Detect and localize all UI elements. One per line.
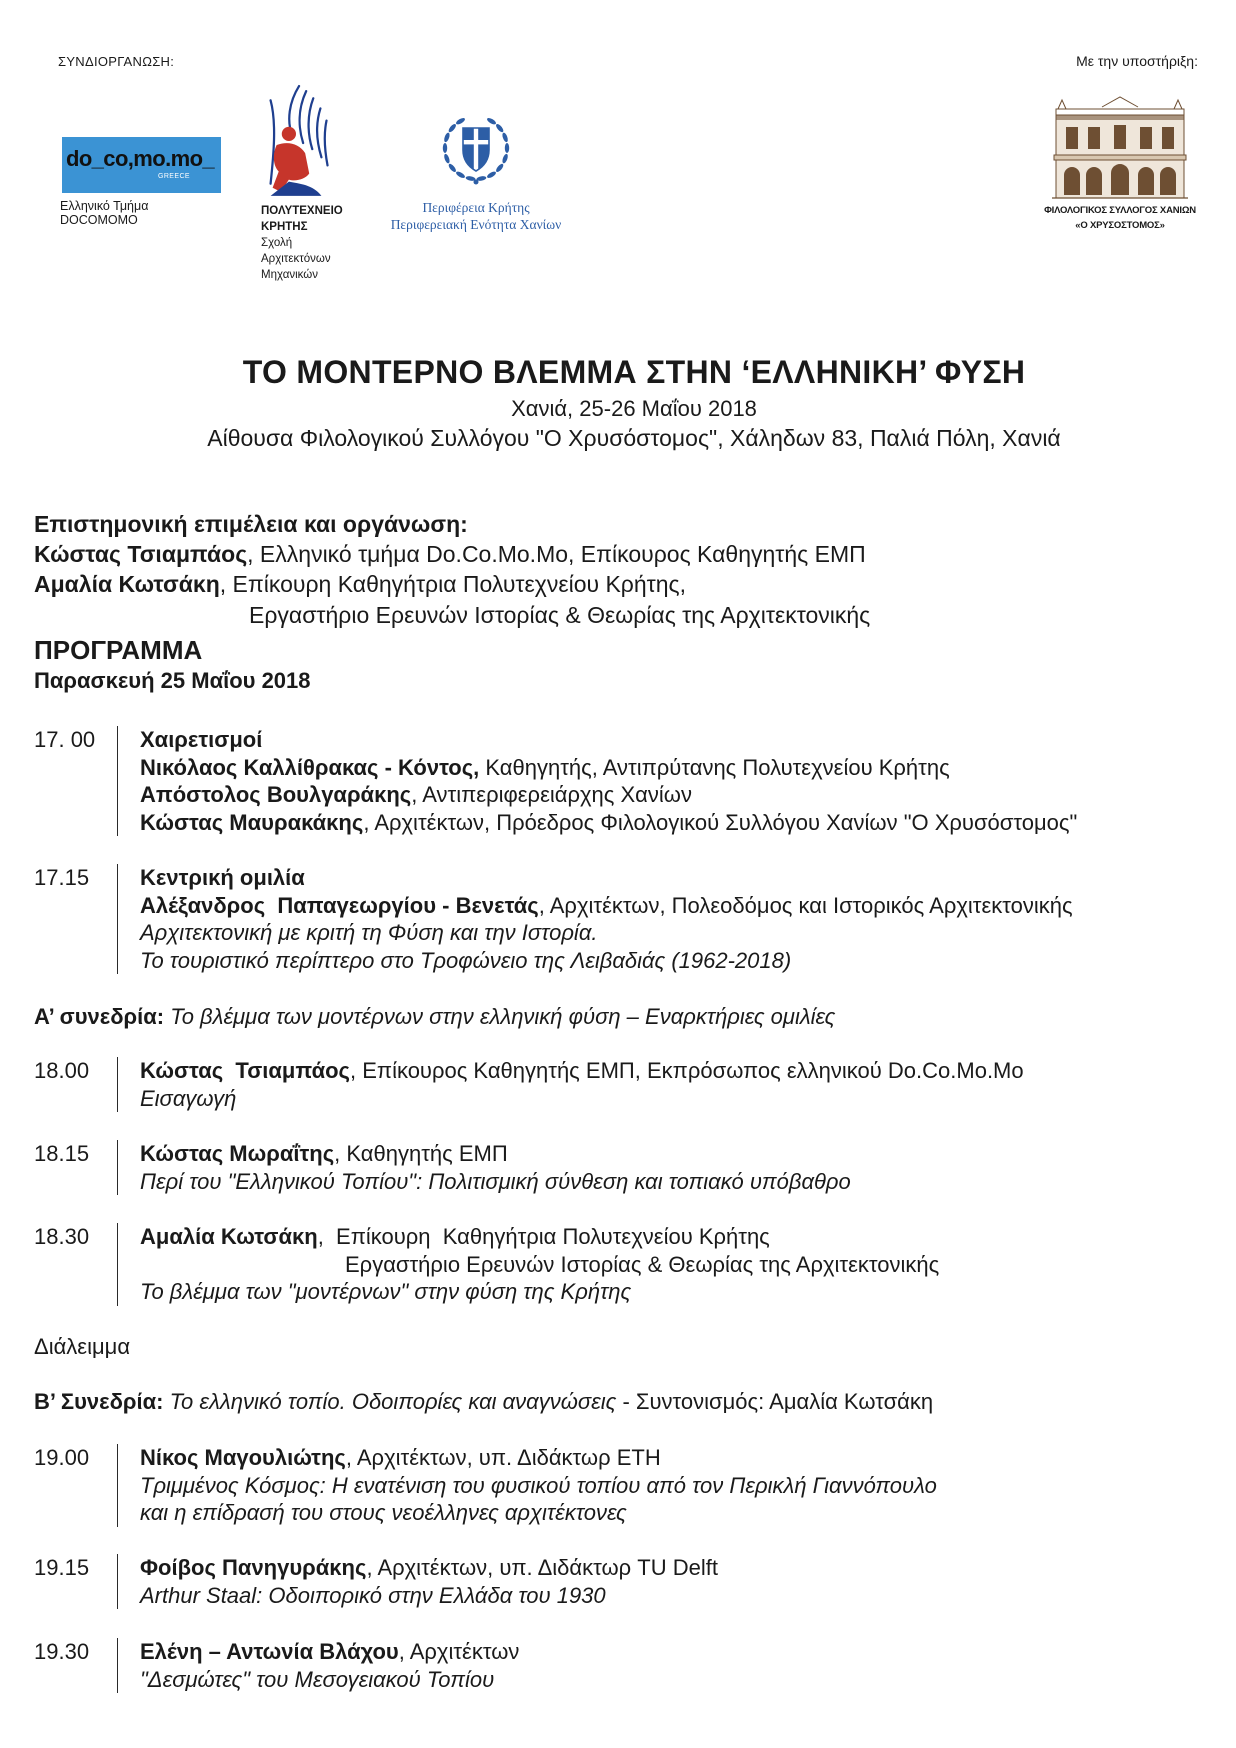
greek-state-emblem-icon [435,106,517,190]
speaker-role: , Αντιπεριφερειάρχης Χανίων [411,782,692,807]
speaker-line [140,781,1224,809]
talk-title: Το τουριστικό περίπτερο στο Τροφώνειο της Λειβαδιάς (1962-2018) [140,947,792,973]
slot-divider [117,864,118,974]
break-label: Διάλειμμα [34,1334,131,1359]
speaker-name: Κώστας Μαυρακάκης [140,809,364,835]
program-slot [34,1140,1224,1195]
talk-title: και η επίδρασή του στους νεοέλληνες αρχιτέκτονες [140,1500,627,1525]
polytechnic-caption [261,203,343,283]
speaker-role: , Αρχιτέκτων, Πρόεδρος Φιλολογικού Συλλόγου Χανίων "Ο Χρυσόστομος" [363,809,1078,835]
slot-time: 18.00 [34,1058,90,1083]
speaker-line [140,1140,1224,1168]
speaker-name: Απόστολος Βουλγαράκης [140,782,412,807]
speaker-name: Φοίβος Πανηγυράκης [140,1555,367,1580]
organizer-line [34,540,866,568]
organizer-name: Κώστας Τσιαμπάος [34,541,248,567]
talk-title: Arthur Staal: Οδοιπορικό στην Ελλάδα του 1930 [140,1582,606,1608]
organizer-name: Αμαλία Κωτσάκη [34,571,220,597]
organizer-role: , Επίκουρη Καθηγήτρια Πολυτεχνείου Κρήτης, [219,571,687,597]
speaker-line [140,1223,1224,1251]
event-title: ΤΟ ΜΟΝΤΕΡΝΟ ΒΛΕΜΜΑ ΣΤΗΝ ‘ΕΛΛΗΝΙΚΗ’ ΦΥΣΗ [242,354,1026,390]
caption-line: ΦΙΛΟΛΟΓΙΚΟΣ ΣΥΛΛΟΓΟΣ ΧΑΝΙΩΝ [1044,205,1196,216]
session-heading [34,1003,835,1031]
slot-divider [117,1554,118,1609]
session-label: Α’ συνεδρία: [34,1004,165,1029]
speaker-name: Νίκος Μαγουλιώτης [140,1445,346,1470]
program-slot [34,1223,1224,1306]
caption-line: Περιφερειακή Ενότητα Χανίων [390,217,562,232]
speaker-role: , Αρχιτέκτων, υπ. Διδάκτωρ ΕΤΗ [345,1445,661,1470]
organization-heading: Επιστημονική επιμέλεια και οργάνωση: [34,511,468,537]
slot-divider [117,1223,118,1306]
talk-title: Εισαγωγή [140,1085,237,1111]
slot-time: 17.15 [34,865,90,890]
society-caption [1030,203,1210,233]
talk-title: Το βλέμμα των "μοντέρνων" στην φύση της Κρήτης [140,1279,632,1304]
slot-time: 18.15 [34,1141,90,1166]
slot-time: 17. 00 [34,727,96,752]
program-heading: ΠΡΟΓΡΑΜΜΑ [34,635,203,665]
speaker-affiliation: Εργαστήριο Ερευνών Ιστορίας & Θεωρίας της Αρχιτεκτονικής [345,1251,940,1277]
speaker-name: Αμαλία Κωτσάκη [140,1224,318,1249]
caption-line: ΠΟΛΥΤΕΧΝΕΙΟ [261,205,343,217]
program-slot [34,726,1224,836]
program-day: Παρασκευή 25 Μαΐου 2018 [34,668,311,693]
program-slot [34,1638,1224,1693]
program-slot [34,1057,1224,1112]
docomomo-caption [60,199,148,227]
session-theme: Το βλέμμα των μοντέρνων στην ελληνική φύση – Εναρκτήριες ομιλίες [164,1004,836,1029]
speaker-role: , Καθηγητής ΕΜΠ [334,1141,508,1166]
slot-divider [117,1444,118,1527]
docomomo-country: GREECE [158,173,190,180]
speaker-role: Καθηγητής, Αντιπρύτανης Πολυτεχνείου Κρήτης [479,754,950,780]
session-heading [34,1388,933,1416]
talk-title: Περί του "Ελληνικού Τοπίου": Πολιτισμική σύνθεση και τοπιακό υπόβαθρο [140,1168,851,1194]
speaker-name: Ελένη – Αντωνία Βλάχου [140,1639,399,1664]
slot-divider [117,1057,118,1112]
slot-time: 19.30 [34,1639,90,1664]
support-label: Με την υποστήριξη: [1076,53,1198,69]
speaker-role: , Αρχιτέκτων, υπ. Διδάκτωρ TU Delft [366,1555,718,1580]
caption-line: Αρχιτεκτόνων [261,253,331,265]
event-venue: Αίθουσα Φιλολογικού Συλλόγου "Ο Χρυσόστομος", Χάληδων 83, Παλιά Πόλη, Χανιά [207,425,1061,451]
caption-line: DOCOMOMO [60,213,138,227]
caption-line: Περιφέρεια Κρήτης [422,200,530,215]
slot-divider [117,1140,118,1195]
slot-title: Κεντρική ομιλία [140,865,305,890]
coorganization-label: ΣΥΝΔΙΟΡΓΑΝΩΣΗ: [58,54,175,69]
organizer-affiliation: Εργαστήριο Ερευνών Ιστορίας & Θεωρίας της Αρχιτεκτονικής [249,602,871,628]
speaker-line [140,892,1224,920]
docomomo-wordmark: do_co,mo.mo_ [66,146,215,171]
speaker-role: , Αρχιτέκτων [398,1639,520,1664]
speaker-role: , Επίκουρη Καθηγήτρια Πολυτεχνείου Κρήτης [317,1224,770,1249]
polytechnic-crete-emblem-icon [258,82,334,202]
program-slot [34,1554,1224,1609]
speaker-line [140,1638,1224,1666]
talk-title: Τριμμένος Κόσμος: Η ενατένιση του φυσικού τοπίου από τον Περικλή Γιαννόπουλο [140,1472,937,1498]
slot-time: 19.15 [34,1555,90,1580]
program-slot [34,1444,1224,1527]
slot-time: 19.00 [34,1445,90,1470]
region-caption [366,199,586,233]
slot-divider [117,726,118,836]
slot-divider [117,1638,118,1693]
slot-time: 18.30 [34,1224,90,1249]
speaker-line [140,809,1224,837]
neoclassical-building-icon [1052,95,1188,202]
caption-line: Σχολή [261,237,293,249]
speaker-line [140,754,1224,782]
docomomo-logo [62,137,221,193]
speaker-role: , Επίκουρος Καθηγητής ΕΜΠ, Εκπρόσωπος ελληνικού Do.Co.Mo.Mo [350,1058,1024,1083]
event-date-place: Χανιά, 25-26 Μαΐου 2018 [511,396,757,421]
caption-line: «Ο ΧΡΥΣΟΣΤΟΜΟΣ» [1075,220,1165,231]
speaker-line [140,1554,1224,1582]
speaker-name: Αλέξανδρος Παπαγεωργίου - Βενετάς [140,892,539,918]
caption-line: Μηχανικών [261,269,318,281]
talk-title: Αρχιτεκτονική με κριτή τη Φύση και την Ιστορία. [140,920,598,945]
organizer-role: , Ελληνικό τμήμα Do.Co.Mo.Mo, Επίκουρος Καθηγητής ΕΜΠ [247,541,866,567]
session-theme: Το ελληνικό τοπίο. Οδοιπορίες και αναγνώσεις [163,1389,617,1414]
speaker-role: , Αρχιτέκτων, Πολεοδόμος και Ιστορικός Αρχιτεκτονικής [538,892,1073,918]
session-moderation: - Συντονισμός: Αμαλία Κωτσάκη [616,1389,934,1414]
organizer-line [34,570,686,598]
speaker-name: Νικόλαος Καλλίθρακας - Κόντος, [140,754,480,780]
speaker-line [140,1057,1224,1085]
caption-line: Ελληνικό Τμήμα [60,199,149,213]
speaker-name: Κώστας Τσιαμπάος [140,1058,350,1083]
caption-line: ΚΡΗΤΗΣ [261,221,308,233]
program-slot [34,864,1224,974]
slot-title: Χαιρετισμοί [140,727,263,752]
speaker-line [140,1444,1224,1472]
talk-title: "Δεσμώτες" του Μεσογειακού Τοπίου [140,1666,495,1692]
session-label: Β’ Συνεδρία: [34,1389,164,1414]
speaker-name: Κώστας Μωραΐτης [140,1141,335,1166]
